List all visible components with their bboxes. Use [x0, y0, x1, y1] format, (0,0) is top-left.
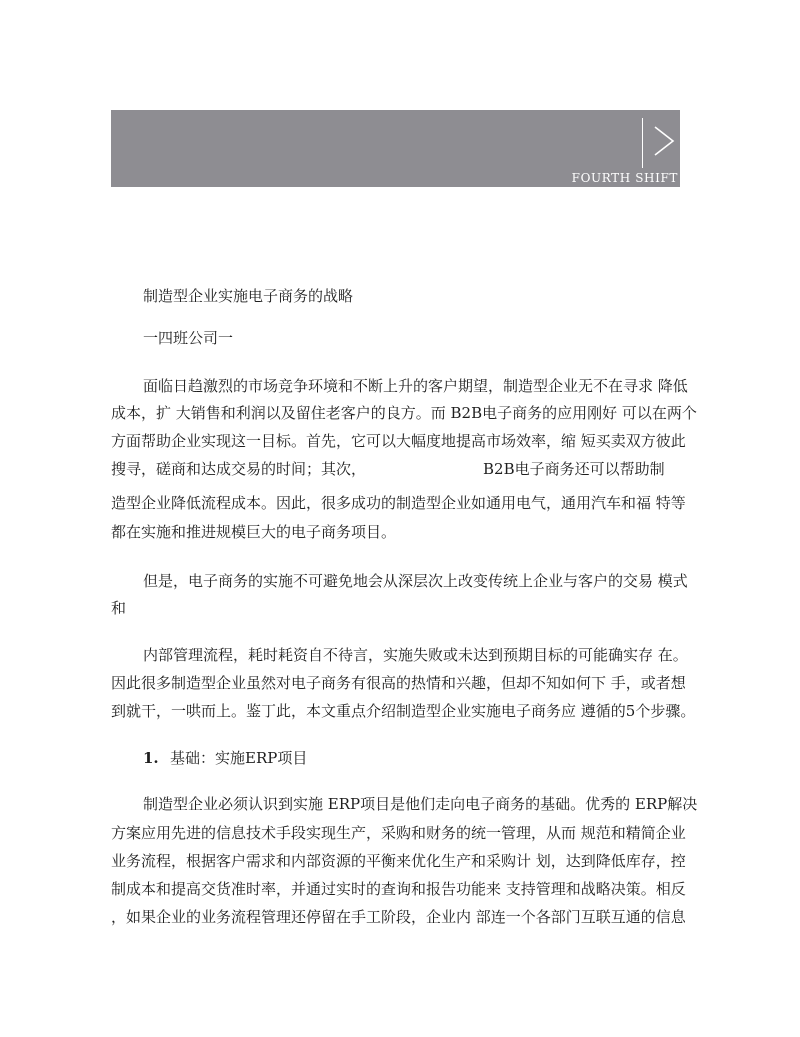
paragraph-line: 和: [111, 599, 127, 617]
paragraph-line: 方案应用先进的信息技术手段实现生产，采购和财务的统一管理，从而 规范和精简企业: [111, 824, 686, 842]
paragraph-line: 方面帮助企业实现这一目标。首先，它可以大幅度地提高市场效率，缩 短买卖双方彼此: [111, 432, 686, 450]
paragraph-line: 但是，电子商务的实施不可避免地会从深层次上改变传统上企业与客户的交易 模式: [143, 572, 688, 590]
section-title: 基础：实施ERP项目: [170, 749, 308, 767]
header-banner: [111, 110, 680, 187]
paragraph-line: 业务流程，根据客户需求和内部资源的平衡来优化生产和采购计 划，达到降低库存，控: [111, 852, 686, 870]
paragraph-line: 成本，扩 大销售和利润以及留住老客户的良方。而 B2B电子商务的应用刚好 可以在两个: [111, 404, 697, 422]
paragraph-line: 制造型企业必须认识到实施 ERP项目是他们走向电子商务的基础。优秀的 ERP解决: [143, 795, 698, 813]
chevron-right-icon: [651, 126, 677, 156]
paragraph-line: ，如果企业的业务流程管理还停留在手工阶段，企业内 部连一个各部门互联互通的信息: [111, 908, 686, 926]
paragraph-line: 制成本和提高交货准时率，并通过实时的查询和报告功能来 支持管理和战略决策。相反: [111, 880, 686, 898]
brand-label: FOURTH SHIFT: [571, 171, 678, 185]
paragraph-line: 内部管理流程，耗时耗资自不待言，实施失败或未达到预期目标的可能确实存 在。: [143, 646, 688, 664]
paragraph-line: 到就干，一哄而上。鉴丁此，本文重点介绍制造型企业实施电子商务应 遵循的5个步骤。: [111, 702, 696, 720]
document-byline: 一四班公司一: [143, 329, 234, 347]
paragraph-line: B2B电子商务还可以帮助制: [483, 460, 665, 478]
paragraph-line: 搜寻，磋商和达成交易的时间；其次，: [111, 460, 367, 478]
document-title: 制造型企业实施电子商务的战略: [143, 287, 354, 305]
paragraph-line: 因此很多制造型企业虽然对电子商务有很高的热情和兴趣，但却不知如何下 手，或者想: [111, 674, 686, 692]
banner-divider: [642, 118, 643, 168]
paragraph-line: 面临日趋激烈的市场竞争环境和不断上升的客户期望，制造型企业无不在寻求 降低: [143, 377, 688, 395]
section-number: 1.: [143, 749, 159, 767]
paragraph-line: 都在实施和推进规模巨大的电子商务项目。: [111, 523, 397, 541]
paragraph-line: 造型企业降低流程成本。因此，很多成功的制造型企业如通用电气，通用汽车和福 特等: [111, 494, 686, 512]
